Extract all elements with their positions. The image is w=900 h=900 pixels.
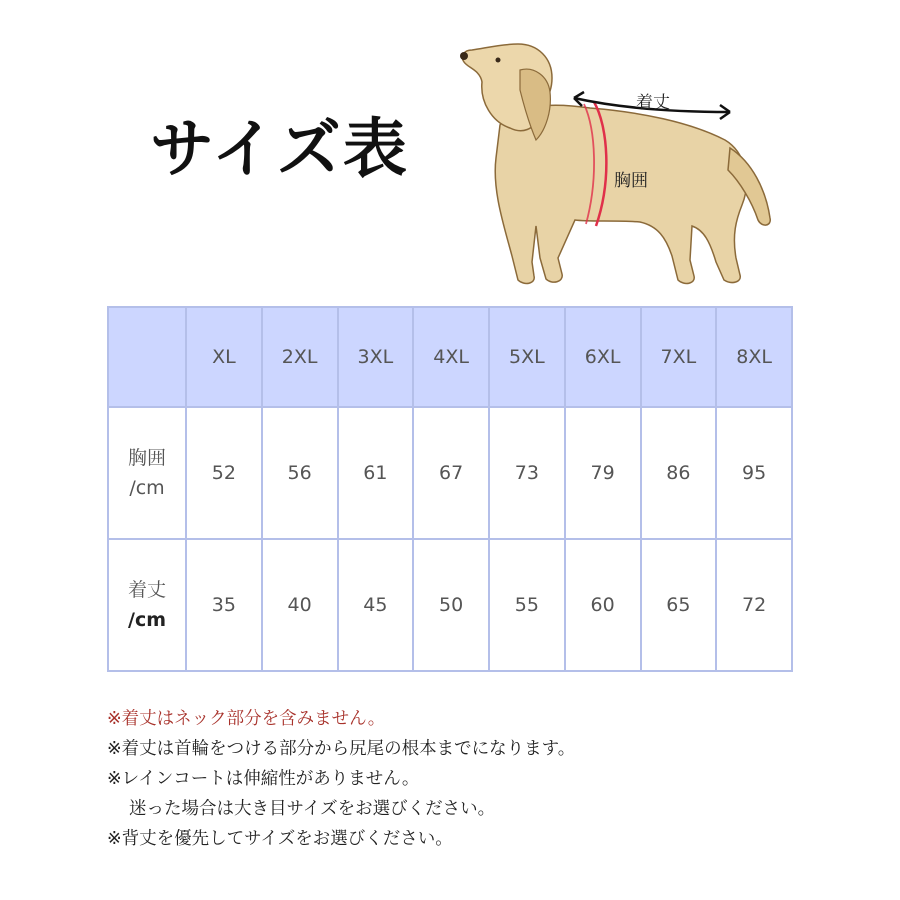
chest-value-xl: 52 xyxy=(186,407,262,539)
row-label-chest xyxy=(108,407,186,539)
table-row-chest xyxy=(108,407,792,539)
length-label: 着丈 xyxy=(636,93,670,113)
size-header-8xl: 8XL xyxy=(716,307,792,407)
size-header-xl: XL xyxy=(186,307,262,407)
size-header-5xl: 5XL xyxy=(489,307,565,407)
row-label-chest-unit: /cm xyxy=(129,477,165,499)
size-header-row xyxy=(108,307,792,407)
table-corner-cell xyxy=(108,307,186,407)
length-value-3xl: 45 xyxy=(338,539,414,671)
chest-value-4xl: 67 xyxy=(413,407,489,539)
length-value-xl: 35 xyxy=(186,539,262,671)
row-label-length-name: 着丈 xyxy=(127,579,166,601)
note-length-definition: ※着丈は首輪をつける部分から尻尾の根本までになります。 xyxy=(107,739,576,759)
dog-nose xyxy=(460,52,468,60)
chest-value-8xl: 95 xyxy=(716,407,792,539)
note-no-stretch: ※レインコートは伸縮性がありません。 xyxy=(107,769,420,789)
dog-illustration xyxy=(440,30,790,300)
note-neck-excluded: ※着丈はネック部分を含みません。 xyxy=(107,709,386,729)
length-value-7xl: 65 xyxy=(641,539,717,671)
note-back-length-priority: ※背丈を優先してサイズをお選びください。 xyxy=(107,829,453,849)
size-header-3xl: 3XL xyxy=(338,307,414,407)
length-value-4xl: 50 xyxy=(413,539,489,671)
size-header-4xl: 4XL xyxy=(413,307,489,407)
dog-eye xyxy=(496,58,501,63)
chest-value-3xl: 61 xyxy=(338,407,414,539)
table-row-length xyxy=(108,539,792,671)
size-header-7xl: 7XL xyxy=(641,307,717,407)
chest-label: 胸囲 xyxy=(614,171,648,191)
length-value-8xl: 72 xyxy=(716,539,792,671)
chest-value-7xl: 86 xyxy=(641,407,717,539)
length-value-2xl: 40 xyxy=(262,539,338,671)
chest-value-5xl: 73 xyxy=(489,407,565,539)
note-choose-larger: 迷った場合は大き目サイズをお選びください。 xyxy=(129,799,496,819)
chest-value-6xl: 79 xyxy=(565,407,641,539)
row-label-length xyxy=(108,539,186,671)
dog-measurement-illustration xyxy=(440,30,790,300)
size-header-2xl: 2XL xyxy=(262,307,338,407)
page-title: サイズ表 xyxy=(150,113,409,187)
size-header-6xl: 6XL xyxy=(565,307,641,407)
chest-value-2xl: 56 xyxy=(262,407,338,539)
row-label-chest-name: 胸囲 xyxy=(127,447,166,469)
notes-section xyxy=(107,704,867,854)
length-value-5xl: 55 xyxy=(489,539,565,671)
size-table xyxy=(107,306,793,672)
length-value-6xl: 60 xyxy=(565,539,641,671)
row-label-length-unit: /cm xyxy=(128,609,166,631)
